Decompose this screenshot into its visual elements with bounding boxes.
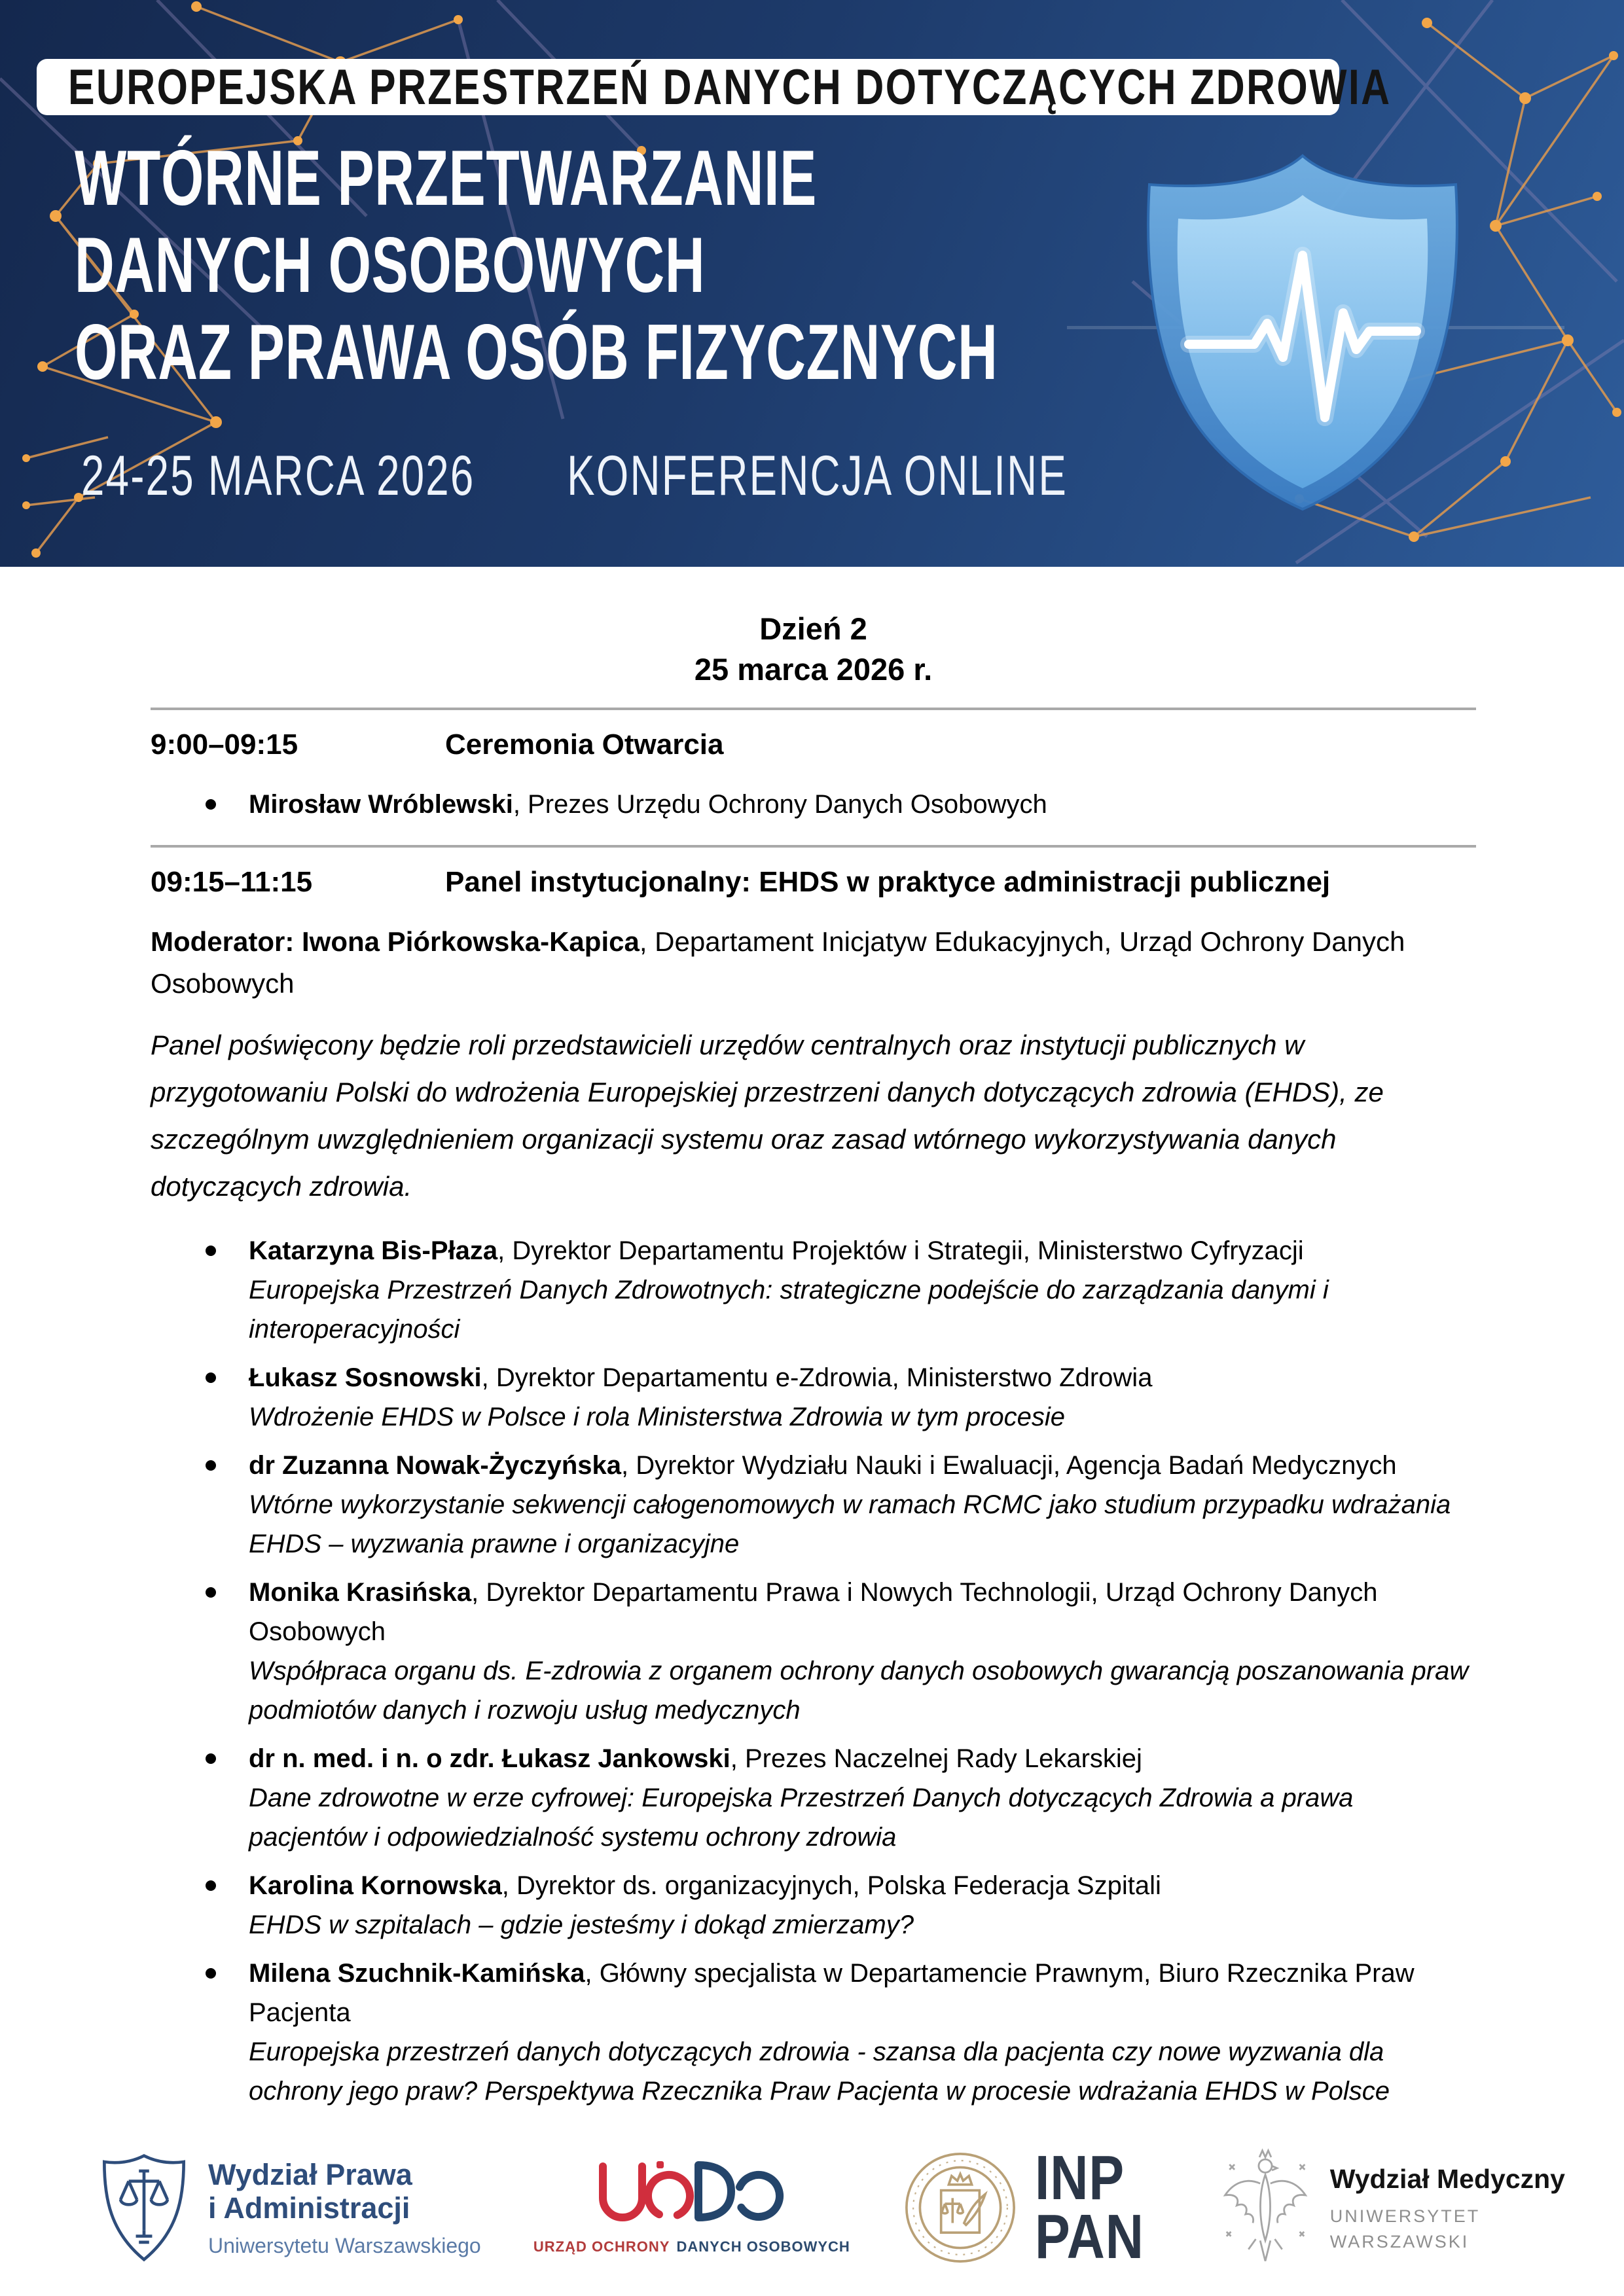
uodo-tagline — [533, 2238, 850, 2255]
speaker-item — [151, 785, 1476, 824]
speaker-item — [151, 1358, 1476, 1437]
day-date: 25 marca 2026 r. — [694, 652, 933, 687]
speaker-name: dr n. med. i n. o zdr. Łukasz Jankowski — [249, 1744, 731, 1773]
speaker-topic: Wtórne wykorzystanie sekwencji całogenomowych w ramach RCMC jako studium przypadku wdrażania EHDS – wyzwania prawne i organizacyjne — [249, 1490, 1451, 1558]
speaker-role: , Główny specjalista w Departamencie Prawnym, Biuro Rzecznika Praw Pacjenta — [249, 1959, 1415, 2027]
session-row-panel — [151, 863, 1476, 901]
speaker-name: Milena Szuchnik-Kamińska — [249, 1959, 585, 1988]
hero-banner — [0, 0, 1624, 567]
session-row-opening — [151, 726, 1476, 764]
speaker-item — [151, 1954, 1476, 2111]
moderator-name: Moderator: Iwona Piórkowska-Kapica — [151, 926, 640, 957]
program-body — [0, 567, 1624, 2120]
session-title: Panel instytucjonalny: EHDS w praktyce administracji publicznej — [445, 866, 1331, 898]
event-title-line-1: WTÓRNE PRZETWARZANIE — [75, 134, 817, 222]
event-badge-label: EUROPEJSKA PRZESTRZEŃ DANYCH DOTYCZĄCYCH ZDROWIA — [68, 59, 1392, 115]
speaker-name: dr Zuzanna Nowak-Życzyńska — [249, 1451, 622, 1480]
wpia-line-3: Uniwersytetu Warszawskiego — [208, 2233, 481, 2257]
event-title-line-2: DANYCH OSOBOWYCH — [75, 221, 706, 309]
shield-heartbeat-icon — [1113, 145, 1492, 518]
speaker-item — [151, 1231, 1476, 1349]
uodo-acronym-icon — [594, 2160, 790, 2232]
wmuw-line-3: WARSZAWSKI — [1329, 2231, 1470, 2251]
speaker-list-panel — [151, 1231, 1476, 2111]
event-title-line-3: ORAZ PRAWA OSÓB FIZYCZNYCH — [75, 308, 998, 396]
section-divider — [151, 708, 1476, 710]
wydzial-medyczny-uw-logo — [1218, 2145, 1565, 2270]
speaker-role: , Prezes Urzędu Ochrony Danych Osobowych — [513, 790, 1047, 819]
inp-seal-icon — [903, 2150, 1018, 2265]
inp-line-2: PAN — [1035, 2202, 1144, 2272]
speaker-topic: Wdrożenie EHDS w Polsce i rola Ministerstwa Zdrowia w tym procesie — [249, 1403, 1066, 1431]
speaker-item — [151, 1446, 1476, 1564]
event-badge — [37, 59, 1392, 115]
speaker-role: , Dyrektor ds. organizacyjnych, Polska Federacja Szpitali — [501, 1871, 1161, 1900]
event-date: 24-25 MARCA 2026 — [81, 444, 475, 507]
moderator-line — [151, 921, 1476, 1005]
speaker-topic: Współpraca organu ds. E-zdrowia z organem ochrony danych osobowych gwarancją poszanowania praw podmiotów danych i rozwoju usług medycznych — [249, 1657, 1469, 1725]
uodo-tagline-left: URZĄD OCHRONY — [533, 2238, 670, 2255]
speaker-name: Katarzyna Bis-Płaza — [249, 1236, 498, 1265]
speaker-role: , Dyrektor Wydziału Nauki i Ewaluacji, Agencja Badań Medycznych — [621, 1451, 1397, 1480]
session-title: Ceremonia Otwarcia — [445, 728, 724, 761]
session-time: 09:15–11:15 — [151, 866, 313, 898]
speaker-role: , Prezes Naczelnej Rady Lekarskiej — [730, 1744, 1142, 1773]
eagle-emblem-icon — [1218, 2145, 1313, 2270]
footer-logos — [98, 2139, 1565, 2276]
inp-pan-logo — [903, 2143, 1165, 2272]
panel-description: Panel poświęcony będzie roli przedstawicieli urzędów centralnych oraz instytucji publicznych w przygotowaniu Polski do wdrożenia Europejskiej przestrzeni danych dotyczących zdrowia (EHDS), ze szczególnym uwzględnieniem organizacji systemu oraz zasad wtórnego wykorzystywania danych dotyczących zdrowia. — [151, 1030, 1384, 1202]
moderator-affiliation: , Departament Inicjatyw Edukacyjnych, Urząd Ochrony Danych Osobowych — [151, 926, 1405, 999]
uodo-tagline-right: DANYCH OSOBOWYCH — [676, 2238, 850, 2255]
speaker-list-opening — [151, 785, 1476, 824]
inp-line-1: INP — [1035, 2143, 1125, 2213]
speaker-item — [151, 1866, 1476, 1945]
session-time: 9:00–09:15 — [151, 728, 298, 761]
wmuw-line-1: Wydział Medyczny — [1329, 2163, 1565, 2194]
wpia-line-2: i Administracji — [208, 2191, 410, 2225]
speaker-name: Mirosław Wróblewski — [249, 790, 513, 819]
speaker-topic: Europejska przestrzeń danych dotyczących zdrowia - szansa dla pacjenta czy nowe wyzwania dla ochrony jego praw? Perspektywa Rzecznika Praw Pacjenta w procesie wdrażania EHDS w Polsce — [249, 2037, 1390, 2106]
speaker-topic: Europejska Przestrzeń Danych Zdrowotnych: strategiczne podejście do zarządzania danymi i interoperacyjności — [249, 1276, 1329, 1344]
speaker-topic: Dane zdrowotne w erze cyfrowej: Europejska Przestrzeń Danych dotyczących Zdrowia a prawa pacjentów i odpowiedzialność systemu ochrony zdrowia — [249, 1784, 1354, 1852]
section-divider — [151, 845, 1476, 848]
uodo-logo — [533, 2160, 850, 2255]
wmuw-line-2: UNIWERSYTET — [1329, 2206, 1481, 2226]
scales-shield-icon — [98, 2150, 190, 2265]
day-label: Dzień 2 — [759, 611, 867, 646]
wpia-line-1: Wydział Prawa — [208, 2157, 412, 2191]
speaker-topic: EHDS w szpitalach – gdzie jesteśmy i dokąd zmierzamy? — [249, 1910, 914, 1939]
speaker-role: , Dyrektor Departamentu Prawa i Nowych Technologii, Urząd Ochrony Danych Osobowych — [249, 1578, 1378, 1646]
event-format: KONFERENCJA ONLINE — [567, 444, 1068, 507]
speaker-name: Monika Krasińska — [249, 1578, 472, 1607]
speaker-role: , Dyrektor Departamentu Projektów i Strategii, Ministerstwo Cyfryzacji — [497, 1236, 1304, 1265]
speaker-item — [151, 1573, 1476, 1730]
speaker-item — [151, 1739, 1476, 1857]
speaker-role: , Dyrektor Departamentu e-Zdrowia, Ministerstwo Zdrowia — [481, 1363, 1153, 1392]
wpia-uw-logo — [98, 2150, 481, 2265]
event-date-row — [81, 444, 1068, 509]
speaker-name: Łukasz Sosnowski — [249, 1363, 482, 1392]
speaker-name: Karolina Kornowska — [249, 1871, 502, 1900]
